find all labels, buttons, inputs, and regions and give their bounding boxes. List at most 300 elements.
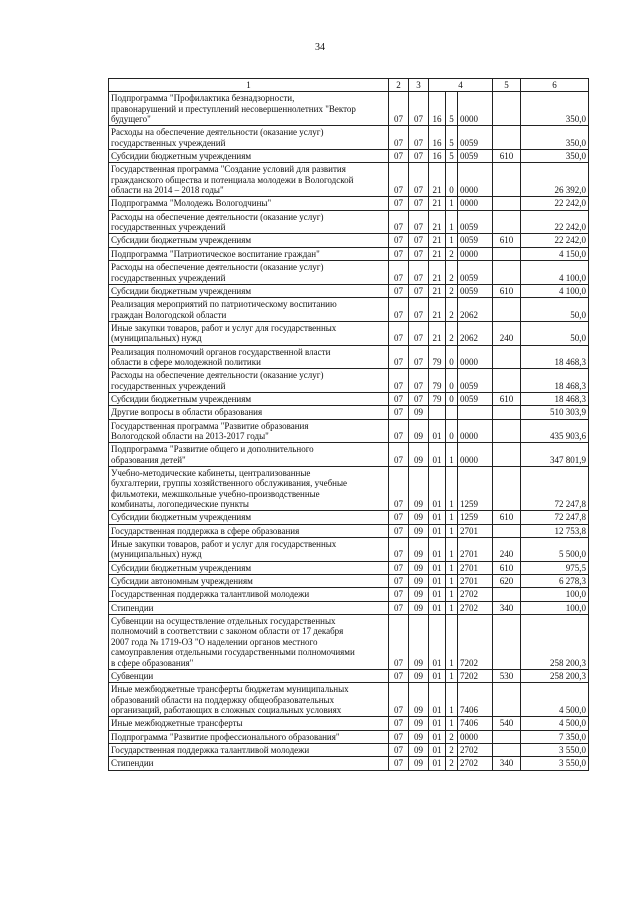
row-subprogram-code: 1 (446, 669, 458, 682)
table-row (109, 234, 589, 247)
row-name (109, 321, 389, 345)
row-section: 07 (389, 247, 409, 260)
row-amount: 4 500,0 (521, 683, 589, 717)
row-section: 07 (389, 717, 409, 730)
row-program-code: 21 (429, 298, 446, 322)
row-amount: 3 550,0 (521, 743, 589, 756)
row-expense-type (493, 126, 521, 150)
row-direction-code: 0000 (458, 419, 493, 443)
row-name (109, 575, 389, 588)
row-expense-type (493, 683, 521, 717)
row-program-code: 21 (429, 321, 446, 345)
row-subsection: 09 (409, 757, 429, 770)
row-name-line: 2007 года № 1719-ОЗ "О наделении органов местного (111, 636, 318, 647)
row-amount: 18 468,3 (521, 345, 589, 369)
row-name-line: государственных учреждений (111, 380, 226, 391)
row-subsection: 07 (409, 261, 429, 285)
row-name-line: Субсидии бюджетным учреждениям (111, 562, 252, 573)
row-program-code: 79 (429, 345, 446, 369)
row-name-line: Расходы на обеспечение деятельности (оказание услуг) (111, 370, 324, 381)
row-direction-code: 2701 (458, 524, 493, 537)
row-name-line: Субсидии бюджетным учреждениям (111, 393, 252, 404)
row-program-code: 01 (429, 615, 446, 670)
row-name (109, 467, 389, 511)
table-row (109, 730, 589, 743)
row-program-code: 21 (429, 210, 446, 234)
table-row (109, 298, 589, 322)
row-expense-type (493, 743, 521, 756)
row-name (109, 601, 389, 614)
table-row (109, 284, 589, 297)
row-section: 07 (389, 406, 409, 419)
row-name-line: Иные закупки товаров, работ и услуг для государственных (111, 322, 337, 333)
row-direction-code: 2702 (458, 601, 493, 614)
row-expense-type (493, 588, 521, 601)
row-subprogram-code: 0 (446, 419, 458, 443)
table-row (109, 757, 589, 770)
table-row (109, 601, 589, 614)
row-direction-code: 0000 (458, 443, 493, 467)
row-program-code: 01 (429, 717, 446, 730)
table-row (109, 345, 589, 369)
row-expense-type: 610 (493, 392, 521, 405)
row-subsection: 09 (409, 683, 429, 717)
row-subprogram-code: 1 (446, 615, 458, 670)
row-direction-code: 0059 (458, 284, 493, 297)
row-subsection: 07 (409, 197, 429, 210)
row-name-line: Субсидии бюджетным учреждениям (111, 512, 252, 523)
row-section: 07 (389, 730, 409, 743)
row-subprogram-code: 1 (446, 717, 458, 730)
table-row (109, 588, 589, 601)
row-program-code: 01 (429, 419, 446, 443)
row-section: 07 (389, 284, 409, 297)
table-row (109, 615, 589, 670)
table-row (109, 561, 589, 574)
row-name (109, 284, 389, 297)
table-row (109, 406, 589, 419)
row-name (109, 683, 389, 717)
row-amount: 100,0 (521, 601, 589, 614)
row-name-line: гражданского общества и потенциала молодежи в Вологодской (111, 174, 354, 185)
row-subprogram-code: 1 (446, 234, 458, 247)
row-amount: 258 200,3 (521, 615, 589, 670)
row-amount: 6 278,3 (521, 575, 589, 588)
row-name-line: граждан Вологодской области (111, 309, 227, 320)
row-subprogram-code: 2 (446, 247, 458, 260)
row-name-line: Подпрограмма "Развитие общего и дополнительного (111, 444, 314, 455)
row-name-line: Другие вопросы в области образования (111, 407, 263, 418)
row-expense-type (493, 163, 521, 197)
row-section: 07 (389, 419, 409, 443)
row-subsection: 09 (409, 743, 429, 756)
row-amount: 350,0 (521, 126, 589, 150)
row-direction-code: 1259 (458, 511, 493, 524)
table-row (109, 321, 589, 345)
row-subsection: 09 (409, 511, 429, 524)
row-name-line: государственных учреждений (111, 222, 226, 233)
row-name-line: в сфере образования" (111, 657, 194, 668)
row-name (109, 369, 389, 393)
row-subsection: 07 (409, 92, 429, 126)
table-row (109, 669, 589, 682)
row-name-line: самоуправления отдельными государственными полномочиями (111, 647, 355, 658)
row-name-line: Субвенции на осуществление отдельных государственных (111, 616, 336, 627)
row-name-line: государственных учреждений (111, 272, 226, 283)
row-subsection: 07 (409, 234, 429, 247)
row-direction-code: 0059 (458, 150, 493, 163)
row-name (109, 615, 389, 670)
row-subsection: 07 (409, 150, 429, 163)
header-name: 1 (109, 79, 389, 92)
row-subprogram-code: 1 (446, 601, 458, 614)
row-name (109, 730, 389, 743)
row-amount: 347 801,9 (521, 443, 589, 467)
row-amount: 350,0 (521, 92, 589, 126)
row-subsection: 09 (409, 730, 429, 743)
row-subprogram-code: 5 (446, 126, 458, 150)
row-section: 07 (389, 92, 409, 126)
row-subsection: 09 (409, 406, 429, 419)
row-amount: 435 903,6 (521, 419, 589, 443)
row-subprogram-code (446, 406, 458, 419)
row-subprogram-code: 5 (446, 92, 458, 126)
row-amount: 18 468,3 (521, 392, 589, 405)
row-subprogram-code: 2 (446, 298, 458, 322)
row-program-code: 21 (429, 234, 446, 247)
row-direction-code: 0059 (458, 234, 493, 247)
row-subsection: 07 (409, 392, 429, 405)
row-name (109, 247, 389, 260)
row-section: 07 (389, 321, 409, 345)
row-subsection: 09 (409, 575, 429, 588)
table-row (109, 443, 589, 467)
row-direction-code: 7406 (458, 683, 493, 717)
row-direction-code: 2062 (458, 321, 493, 345)
row-name (109, 345, 389, 369)
row-subprogram-code: 0 (446, 392, 458, 405)
row-direction-code: 2702 (458, 588, 493, 601)
row-section: 07 (389, 197, 409, 210)
row-section: 07 (389, 261, 409, 285)
table-row (109, 92, 589, 126)
row-name (109, 197, 389, 210)
row-name (109, 210, 389, 234)
row-program-code: 01 (429, 601, 446, 614)
table-row (109, 717, 589, 730)
row-subprogram-code: 1 (446, 575, 458, 588)
row-subprogram-code: 1 (446, 197, 458, 210)
row-program-code: 01 (429, 669, 446, 682)
row-direction-code: 0059 (458, 261, 493, 285)
row-direction-code: 0000 (458, 163, 493, 197)
row-expense-type (493, 92, 521, 126)
row-direction-code: 1259 (458, 467, 493, 511)
row-section: 07 (389, 126, 409, 150)
table-row (109, 369, 589, 393)
table-header-row (109, 79, 589, 92)
row-amount: 4 150,0 (521, 247, 589, 260)
row-name-line: Государственная программа "Создание условий для развития (111, 164, 346, 175)
row-direction-code: 2062 (458, 298, 493, 322)
row-name-line: Иные межбюджетные трансферты (111, 718, 243, 729)
row-name-line: бухгалтерии, группы хозяйственного обслуживания, учебные (111, 478, 348, 489)
row-direction-code: 2702 (458, 743, 493, 756)
row-program-code: 79 (429, 369, 446, 393)
row-amount: 22 242,0 (521, 210, 589, 234)
row-expense-type (493, 298, 521, 322)
row-subprogram-code: 1 (446, 683, 458, 717)
row-expense-type (493, 247, 521, 260)
row-program-code: 16 (429, 126, 446, 150)
row-subsection: 07 (409, 321, 429, 345)
row-program-code (429, 406, 446, 419)
row-subsection: 09 (409, 561, 429, 574)
row-subprogram-code: 0 (446, 369, 458, 393)
row-subprogram-code: 1 (446, 561, 458, 574)
row-subsection: 07 (409, 163, 429, 197)
row-subsection: 07 (409, 369, 429, 393)
row-direction-code: 7202 (458, 669, 493, 682)
table-row (109, 743, 589, 756)
table-body (109, 92, 589, 770)
row-subprogram-code: 1 (446, 467, 458, 511)
row-name-line: образований области на поддержку общеобразовательных (111, 694, 335, 705)
row-direction-code: 0059 (458, 210, 493, 234)
table-row (109, 210, 589, 234)
row-name-line: фильмотеки, межшкольные учебно-производственные (111, 488, 320, 499)
row-section: 07 (389, 615, 409, 670)
row-name-line: Государственная поддержка талантливой молодежи (111, 744, 310, 755)
row-section: 07 (389, 601, 409, 614)
row-program-code: 16 (429, 92, 446, 126)
row-expense-type: 240 (493, 321, 521, 345)
row-amount: 100,0 (521, 588, 589, 601)
row-name (109, 92, 389, 126)
row-amount: 3 550,0 (521, 757, 589, 770)
row-amount: 22 242,0 (521, 234, 589, 247)
row-subprogram-code: 2 (446, 730, 458, 743)
row-program-code: 01 (429, 588, 446, 601)
row-name (109, 298, 389, 322)
row-section: 07 (389, 757, 409, 770)
row-subsection: 09 (409, 717, 429, 730)
row-section: 07 (389, 669, 409, 682)
row-name-line: Расходы на обеспечение деятельности (оказание услуг) (111, 211, 324, 222)
row-name-line: будущего" (111, 114, 151, 125)
row-subprogram-code: 0 (446, 163, 458, 197)
row-name-line: Реализация полномочий органов государственной власти (111, 346, 331, 357)
row-program-code: 21 (429, 261, 446, 285)
row-direction-code: 0000 (458, 247, 493, 260)
row-name-line: Реализация мероприятий по патриотическому воспитанию (111, 299, 337, 310)
row-section: 07 (389, 524, 409, 537)
row-section: 07 (389, 511, 409, 524)
row-name (109, 561, 389, 574)
row-amount: 350,0 (521, 150, 589, 163)
table-row (109, 511, 589, 524)
table-row (109, 467, 589, 511)
row-subsection: 07 (409, 298, 429, 322)
row-subsection: 09 (409, 467, 429, 511)
row-name (109, 511, 389, 524)
row-expense-type (493, 369, 521, 393)
row-subprogram-code: 1 (446, 511, 458, 524)
row-section: 07 (389, 210, 409, 234)
row-section: 07 (389, 298, 409, 322)
row-subsection: 09 (409, 419, 429, 443)
table-row (109, 197, 589, 210)
row-section: 07 (389, 234, 409, 247)
table-row (109, 247, 589, 260)
row-name-line: Учебно-методические кабинеты, централизованные (111, 468, 311, 478)
row-subprogram-code: 0 (446, 345, 458, 369)
row-expense-type: 530 (493, 669, 521, 682)
row-direction-code: 0000 (458, 730, 493, 743)
row-name (109, 669, 389, 682)
row-program-code: 21 (429, 247, 446, 260)
row-program-code: 21 (429, 284, 446, 297)
row-section: 07 (389, 392, 409, 405)
row-name-line: Субвенции (111, 670, 154, 681)
row-expense-type: 610 (493, 284, 521, 297)
table-row (109, 538, 589, 562)
table-row (109, 575, 589, 588)
row-name (109, 163, 389, 197)
row-expense-type (493, 730, 521, 743)
row-name-line: Расходы на обеспечение деятельности (оказание услуг) (111, 127, 324, 138)
row-subprogram-code: 2 (446, 743, 458, 756)
row-direction-code: 7202 (458, 615, 493, 670)
row-subsection: 09 (409, 669, 429, 682)
table-row (109, 419, 589, 443)
row-name-line: Государственная поддержка талантливой молодежи (111, 589, 310, 600)
row-section: 07 (389, 345, 409, 369)
row-expense-type (493, 406, 521, 419)
table-row (109, 150, 589, 163)
row-subprogram-code: 1 (446, 588, 458, 601)
row-subprogram-code: 5 (446, 150, 458, 163)
row-expense-type (493, 197, 521, 210)
row-name-line: Подпрограмма "Профилактика безнадзорности, (111, 93, 295, 104)
budget-table (108, 78, 589, 771)
row-section: 07 (389, 163, 409, 197)
row-expense-type: 610 (493, 150, 521, 163)
row-amount: 975,5 (521, 561, 589, 574)
row-name-line: Субсидии бюджетным учреждениям (111, 151, 252, 162)
row-amount: 4 100,0 (521, 261, 589, 285)
row-expense-type: 340 (493, 757, 521, 770)
row-amount: 258 200,3 (521, 669, 589, 682)
row-expense-type (493, 467, 521, 511)
row-subprogram-code: 2 (446, 321, 458, 345)
row-amount: 4 100,0 (521, 284, 589, 297)
row-expense-type (493, 524, 521, 537)
row-amount: 50,0 (521, 321, 589, 345)
row-name-line: Иные межбюджетные трансферты бюджетам муниципальных (111, 684, 349, 695)
row-name-line: Подпрограмма "Развитие профессионального образования" (111, 731, 340, 742)
row-name-line: Государственная программа "Развитие образования (111, 420, 309, 431)
row-amount: 72 247,8 (521, 467, 589, 511)
row-expense-type: 610 (493, 561, 521, 574)
row-subprogram-code: 2 (446, 261, 458, 285)
row-section: 07 (389, 561, 409, 574)
table-row (109, 163, 589, 197)
page-number: 34 (315, 42, 325, 53)
row-amount: 4 500,0 (521, 717, 589, 730)
header-target-article: 4 (429, 79, 493, 92)
row-amount: 5 500,0 (521, 538, 589, 562)
row-direction-code: 0000 (458, 197, 493, 210)
row-section: 07 (389, 443, 409, 467)
row-program-code: 21 (429, 163, 446, 197)
row-name-line: Стипендии (111, 602, 154, 613)
row-direction-code: 2701 (458, 538, 493, 562)
row-subsection: 09 (409, 524, 429, 537)
row-subsection: 09 (409, 588, 429, 601)
row-program-code: 79 (429, 392, 446, 405)
row-subprogram-code: 1 (446, 524, 458, 537)
table-row (109, 392, 589, 405)
row-name-line: правонарушений и преступлений несовершеннолетних "Вектор (111, 103, 356, 114)
header-section: 2 (389, 79, 409, 92)
row-program-code: 01 (429, 743, 446, 756)
row-name-line: области в сфере молодежной политики (111, 356, 261, 367)
row-direction-code: 2702 (458, 757, 493, 770)
row-program-code: 01 (429, 467, 446, 511)
row-program-code: 01 (429, 757, 446, 770)
row-name-line: Государственная поддержка в сфере образования (111, 525, 300, 536)
row-amount: 72 247,8 (521, 511, 589, 524)
row-expense-type: 340 (493, 601, 521, 614)
row-section: 07 (389, 683, 409, 717)
row-expense-type: 610 (493, 234, 521, 247)
row-name-line: полномочий в соответствии с законом области от 17 декабря (111, 626, 344, 637)
row-program-code: 01 (429, 730, 446, 743)
row-name (109, 150, 389, 163)
header-amount: 6 (521, 79, 589, 92)
row-expense-type (493, 261, 521, 285)
row-name-line: Субсидии бюджетным учреждениям (111, 285, 252, 296)
row-name-line: Субсидии бюджетным учреждениям (111, 235, 252, 246)
row-direction-code (458, 406, 493, 419)
row-subsection: 09 (409, 601, 429, 614)
row-name (109, 443, 389, 467)
header-subsection: 3 (409, 79, 429, 92)
table-row (109, 126, 589, 150)
row-name-line: Стипендии (111, 758, 154, 769)
row-direction-code: 2701 (458, 561, 493, 574)
row-subprogram-code: 1 (446, 443, 458, 467)
row-name-line: (муниципальных) нужд (111, 549, 202, 560)
row-name-line: Подпрограмма "Патриотическое воспитание граждан" (111, 248, 320, 259)
row-name (109, 406, 389, 419)
row-subprogram-code: 2 (446, 757, 458, 770)
row-amount: 12 753,8 (521, 524, 589, 537)
row-amount: 22 242,0 (521, 197, 589, 210)
row-section: 07 (389, 369, 409, 393)
row-direction-code: 0059 (458, 126, 493, 150)
row-name-line: государственных учреждений (111, 137, 226, 148)
table-row (109, 683, 589, 717)
row-subsection: 09 (409, 615, 429, 670)
row-program-code: 16 (429, 150, 446, 163)
row-name-line: Иные закупки товаров, работ и услуг для государственных (111, 539, 337, 550)
row-name-line: образования детей" (111, 454, 186, 465)
row-direction-code: 0000 (458, 92, 493, 126)
row-expense-type (493, 419, 521, 443)
row-name (109, 757, 389, 770)
